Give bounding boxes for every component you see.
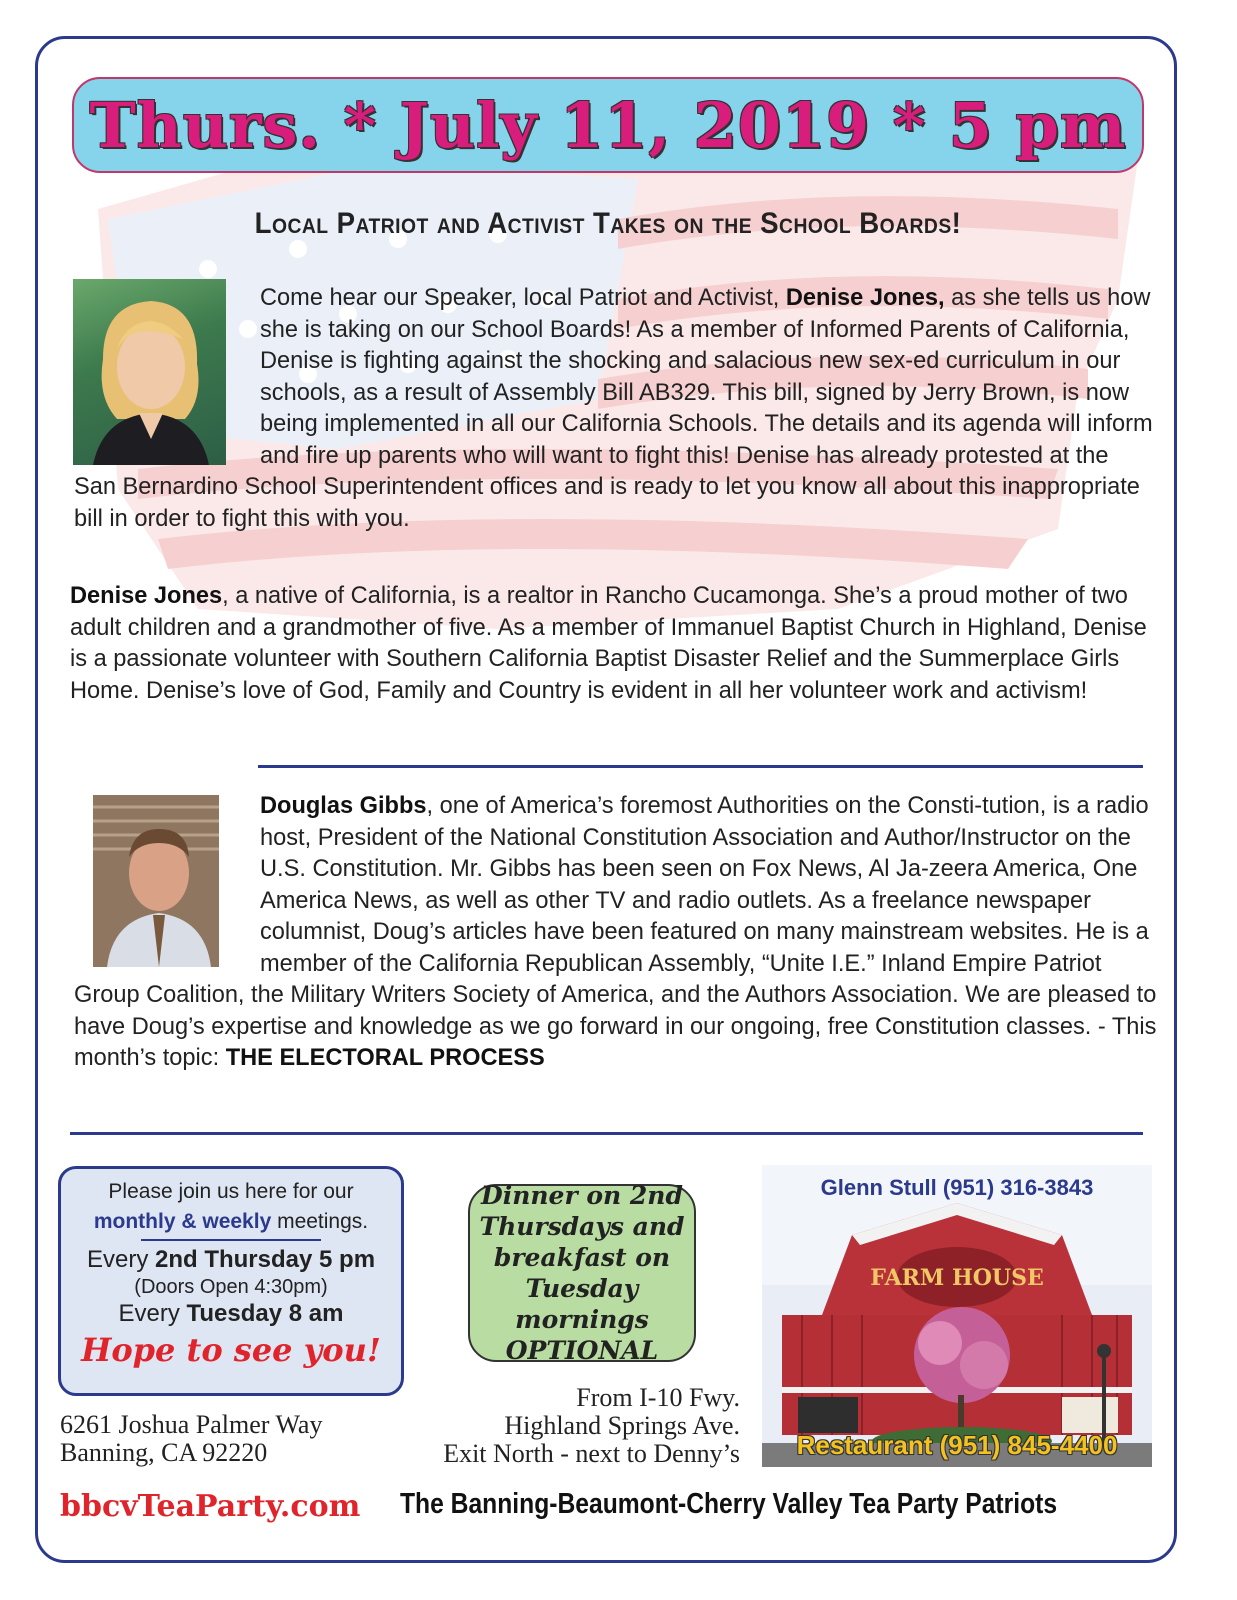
- directions-line-3: Exit North - next to Denny’s: [443, 1439, 740, 1468]
- contact-glenn: Glenn Stull (951) 316-3843: [820, 1175, 1094, 1200]
- denise-intro-text-2: as she tells us how she is taking on our School Boards! As a member of Informed Parents of California, Denise is fighting against the shocking and salacious new sex-ed curriculum in our schools, as a result of Assembly Bill AB329. This bill, signed by Jerry Brown, is now being implemented in all our California Schools. The details and its agenda will inform and fire up parents who will want to fight this! Denise has already protested at the San Bernardino School Superintendent offices and is ready to let you know all about this inappropriate bill in order to fight this with you.: [74, 285, 1153, 532]
- dinner-line-2: Thursdays and: [479, 1212, 685, 1241]
- event-date: Thurs. * July 11, 2019 * 5 pm: [89, 88, 1127, 162]
- website-link[interactable]: bbcvTeaParty.com: [60, 1489, 361, 1524]
- denise-name-bold: Denise Jones,: [785, 285, 945, 311]
- headline: Local Patriot and Activist Takes on the School Boards!: [254, 207, 962, 240]
- every-label-1: Every: [86, 1246, 155, 1273]
- divider-1: [258, 765, 1143, 768]
- douglas-bio: [74, 791, 1164, 1075]
- denise-intro-text-1: Come hear our Speaker, local Patriot and Activist,: [260, 285, 786, 311]
- meet-line-2: [61, 1207, 401, 1237]
- farm-house-sign: FARM HOUSE: [870, 1265, 1044, 1291]
- denise-intro: [74, 283, 1154, 535]
- dinner-line-4: Tuesday mornings: [515, 1274, 649, 1334]
- directions: [378, 1384, 740, 1468]
- monthly-label: monthly: [93, 1210, 176, 1233]
- address-street: 6261 Joshua Palmer Way: [60, 1410, 323, 1439]
- organization-name: The Banning-Beaumont-Cherry Valley Tea Party Patriots: [400, 1488, 1058, 1520]
- monthly-topic: THE ELECTORAL PROCESS: [225, 1045, 545, 1071]
- tuesday-time: Tuesday 8 am: [186, 1300, 344, 1327]
- divider-2: [70, 1132, 1143, 1135]
- address-city: Banning, CA 92220: [60, 1438, 268, 1467]
- douglas-name-bold: Douglas Gibbs: [260, 793, 427, 819]
- tuesday-line: [61, 1299, 401, 1329]
- doors-open: (Doors Open 4:30pm): [134, 1276, 328, 1298]
- weekly-label: weekly: [202, 1210, 272, 1233]
- dinner-line-1: Dinner on 2nd: [481, 1181, 683, 1210]
- meetings-box: [58, 1166, 404, 1396]
- meet-line-1: Please join us here for our: [108, 1180, 354, 1203]
- directions-line-1: From I-10 Fwy.: [576, 1383, 740, 1412]
- restaurant-photo: [762, 1165, 1152, 1467]
- denise-bio: [70, 581, 1160, 707]
- meetings-word: meetings.: [271, 1210, 369, 1233]
- dinner-line-3: breakfast on: [493, 1243, 671, 1272]
- hope-to-see-you: Hope to see you!: [81, 1331, 381, 1369]
- douglas-bio-text: , one of America’s foremost Authorities on the Consti-tution, is a radio host, President of the National Constitution Association and Author/Instructor on the U.S. Constitution. Mr. Gibbs has been seen on Fox News, Al Ja-zeera America, One America News, as well as other TV and radio outlets. As a freelance newspaper columnist, Doug’s articles have been featured on many mainstream websites. He is a member of the California Republican Assembly, “Unite I.E.” Inland Empire Patriot Group Coalition, the Military Writers Society of America, and the Authors Association. We are pleased to have Doug’s expertise and knowledge as we go forward in our ongoing, free Constitution classes. - This month’s topic:: [74, 793, 1157, 1071]
- date-banner: [72, 77, 1144, 173]
- barn-restaurant-icon: [762, 1165, 1152, 1467]
- flyer-frame: [35, 36, 1177, 1563]
- restaurant-phone: Restaurant (951) 845-4400: [796, 1430, 1118, 1460]
- every-label-2: Every: [118, 1300, 187, 1327]
- denise-bio-text: , a native of California, is a realtor in Rancho Cucamonga. She’s a proud mother of two adult children and a grandmother of five. As a member of Immanuel Baptist Church in Highland, Denise is a passionate volunteer with Southern California Baptist Disaster Relief and the Summerplace Girls Home. Denise’s love of God, Family and Country is evident in all her volunteer work and activism!: [70, 583, 1147, 704]
- dinner-line-5: OPTIONAL: [505, 1336, 659, 1365]
- thursday-line: [61, 1245, 401, 1275]
- venue-address: [60, 1411, 322, 1467]
- meet-divider: [141, 1239, 321, 1241]
- denise-bio-name: Denise Jones: [70, 583, 223, 609]
- thursday-time: 2nd Thursday 5 pm: [154, 1246, 376, 1273]
- amp-label: &: [175, 1210, 203, 1233]
- directions-line-2: Highland Springs Ave.: [504, 1411, 740, 1440]
- dinner-note: [468, 1181, 696, 1365]
